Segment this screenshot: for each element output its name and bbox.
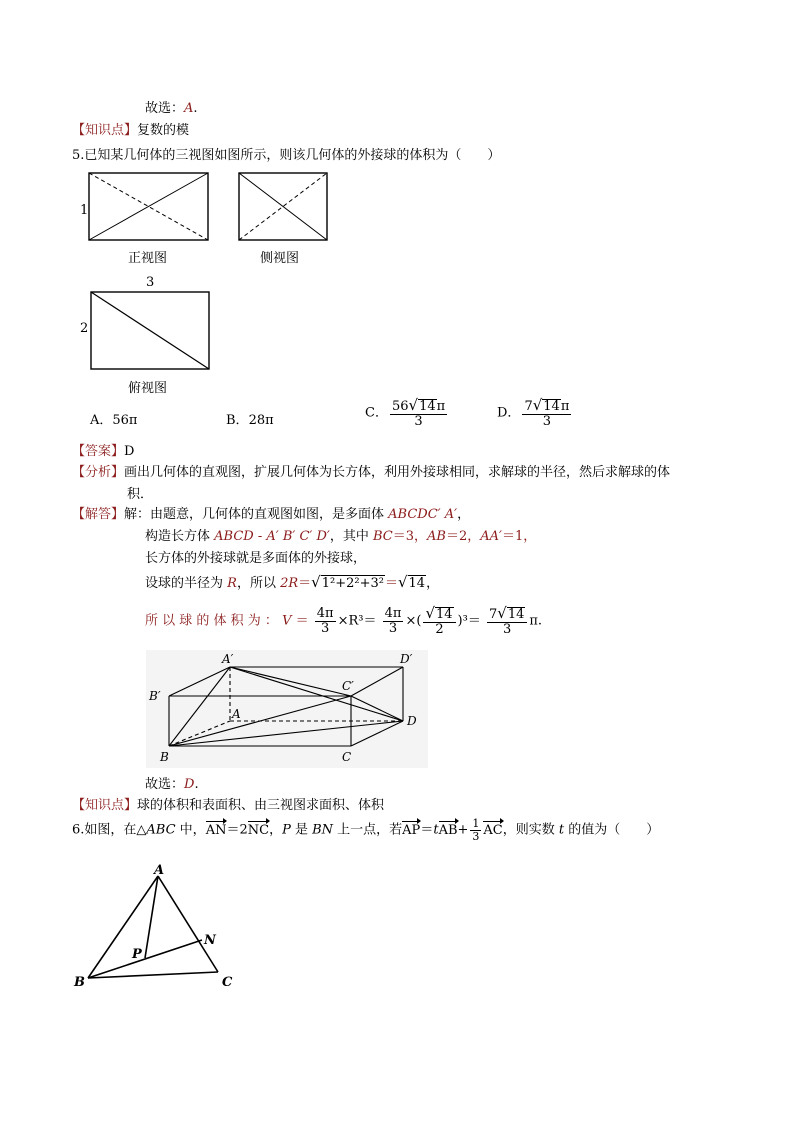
- tri-label-A: A: [154, 863, 165, 878]
- front-view-dim: 1: [80, 203, 89, 218]
- label-B1: B′: [149, 689, 161, 703]
- option-b[interactable]: B．28π: [226, 413, 274, 428]
- q5-cuboid-diagram: [146, 650, 428, 768]
- label-D1: D′: [400, 652, 413, 666]
- q5-solution-line4: 设球的半径为 R，所以 2R＝√1²+2²+3²＝√14，: [145, 573, 440, 591]
- label-C1: C′: [342, 679, 354, 693]
- q5-solution-line5: 所 以 球 的 体 积 为 ： V ＝ $\frac{4\pi}{3}$ ×R³＝ $\frac{4\pi}{3}$ ×( $\frac{√14}{2}$ )³＝ $\frac{7√14}{3}$ π.: [145, 604, 543, 637]
- option-c[interactable]: C． $\frac{56√14\pi}{3}$: [365, 396, 446, 429]
- option-d[interactable]: D． $\frac{7√14\pi}{3}$: [497, 396, 570, 429]
- q5-solution-line3: 长方体的外接球就是多面体的外接球，: [145, 551, 367, 566]
- side-view-label: 侧视图: [260, 251, 300, 266]
- front-view-label: 正视图: [128, 251, 168, 266]
- top-view-dim-w: 3: [146, 275, 155, 290]
- tri-label-P: P: [132, 947, 142, 962]
- q6-stem: 6.如图，在△ABC 中，AN＝2NC，P 是 BN 上一点，若AP＝tAB+ $\frac{1}{3}$ AC，则实数 t 的值为（ ）: [72, 817, 660, 843]
- label-D: D: [407, 714, 417, 728]
- q5-solution-line1: 【解答】解：由题意，几何体的直观图如图，是多面体 ABCDC′ A′，: [72, 507, 471, 522]
- label-A: A: [232, 707, 241, 721]
- q6-triangle-diagram: [70, 862, 240, 992]
- top-view-dim-h: 2: [80, 321, 89, 336]
- tri-label-C: C: [222, 975, 233, 990]
- q5-solution-line2: 构造长方体 ABCD - A′ B′ C′ D′，其中 BC＝3，AB＝2，AA′＝1，: [145, 529, 537, 544]
- q5-analysis-line2: 积．: [127, 487, 154, 502]
- tri-label-N: N: [204, 933, 216, 948]
- q5-three-views: [72, 166, 352, 398]
- option-a[interactable]: A．56π: [90, 413, 138, 428]
- option-c-fraction: $\frac{56√14\pi}{3}$: [391, 396, 446, 429]
- q5-knowledge-line: 【知识点】球的体积和表面积、由三视图求面积、体积: [72, 798, 385, 813]
- knowledge-tag: 【知识点】: [72, 123, 138, 138]
- prev-knowledge-line: 【知识点】复数的模: [72, 123, 190, 138]
- q5-answer-line: 【答案】D: [72, 444, 135, 459]
- tri-label-B: B: [74, 975, 85, 990]
- option-d-fraction: $\frac{7√14\pi}{3}$: [524, 396, 570, 429]
- label-B: B: [160, 750, 169, 764]
- q5-analysis-line1: 【分析】画出几何体的直观图，扩展几何体为长方体，利用外接球相同，求解球的半径，然后求解球的体: [72, 465, 671, 480]
- q5-choose-line: 故选：D.: [145, 777, 199, 792]
- top-view-label: 俯视图: [128, 381, 168, 396]
- prev-choose-line: 故选：A.: [145, 101, 198, 116]
- label-C: C: [342, 750, 352, 764]
- q5-stem: 5.已知某几何体的三视图如图所示，则该几何体的外接球的体积为（ ）: [72, 148, 501, 163]
- label-A1: A′: [222, 652, 234, 666]
